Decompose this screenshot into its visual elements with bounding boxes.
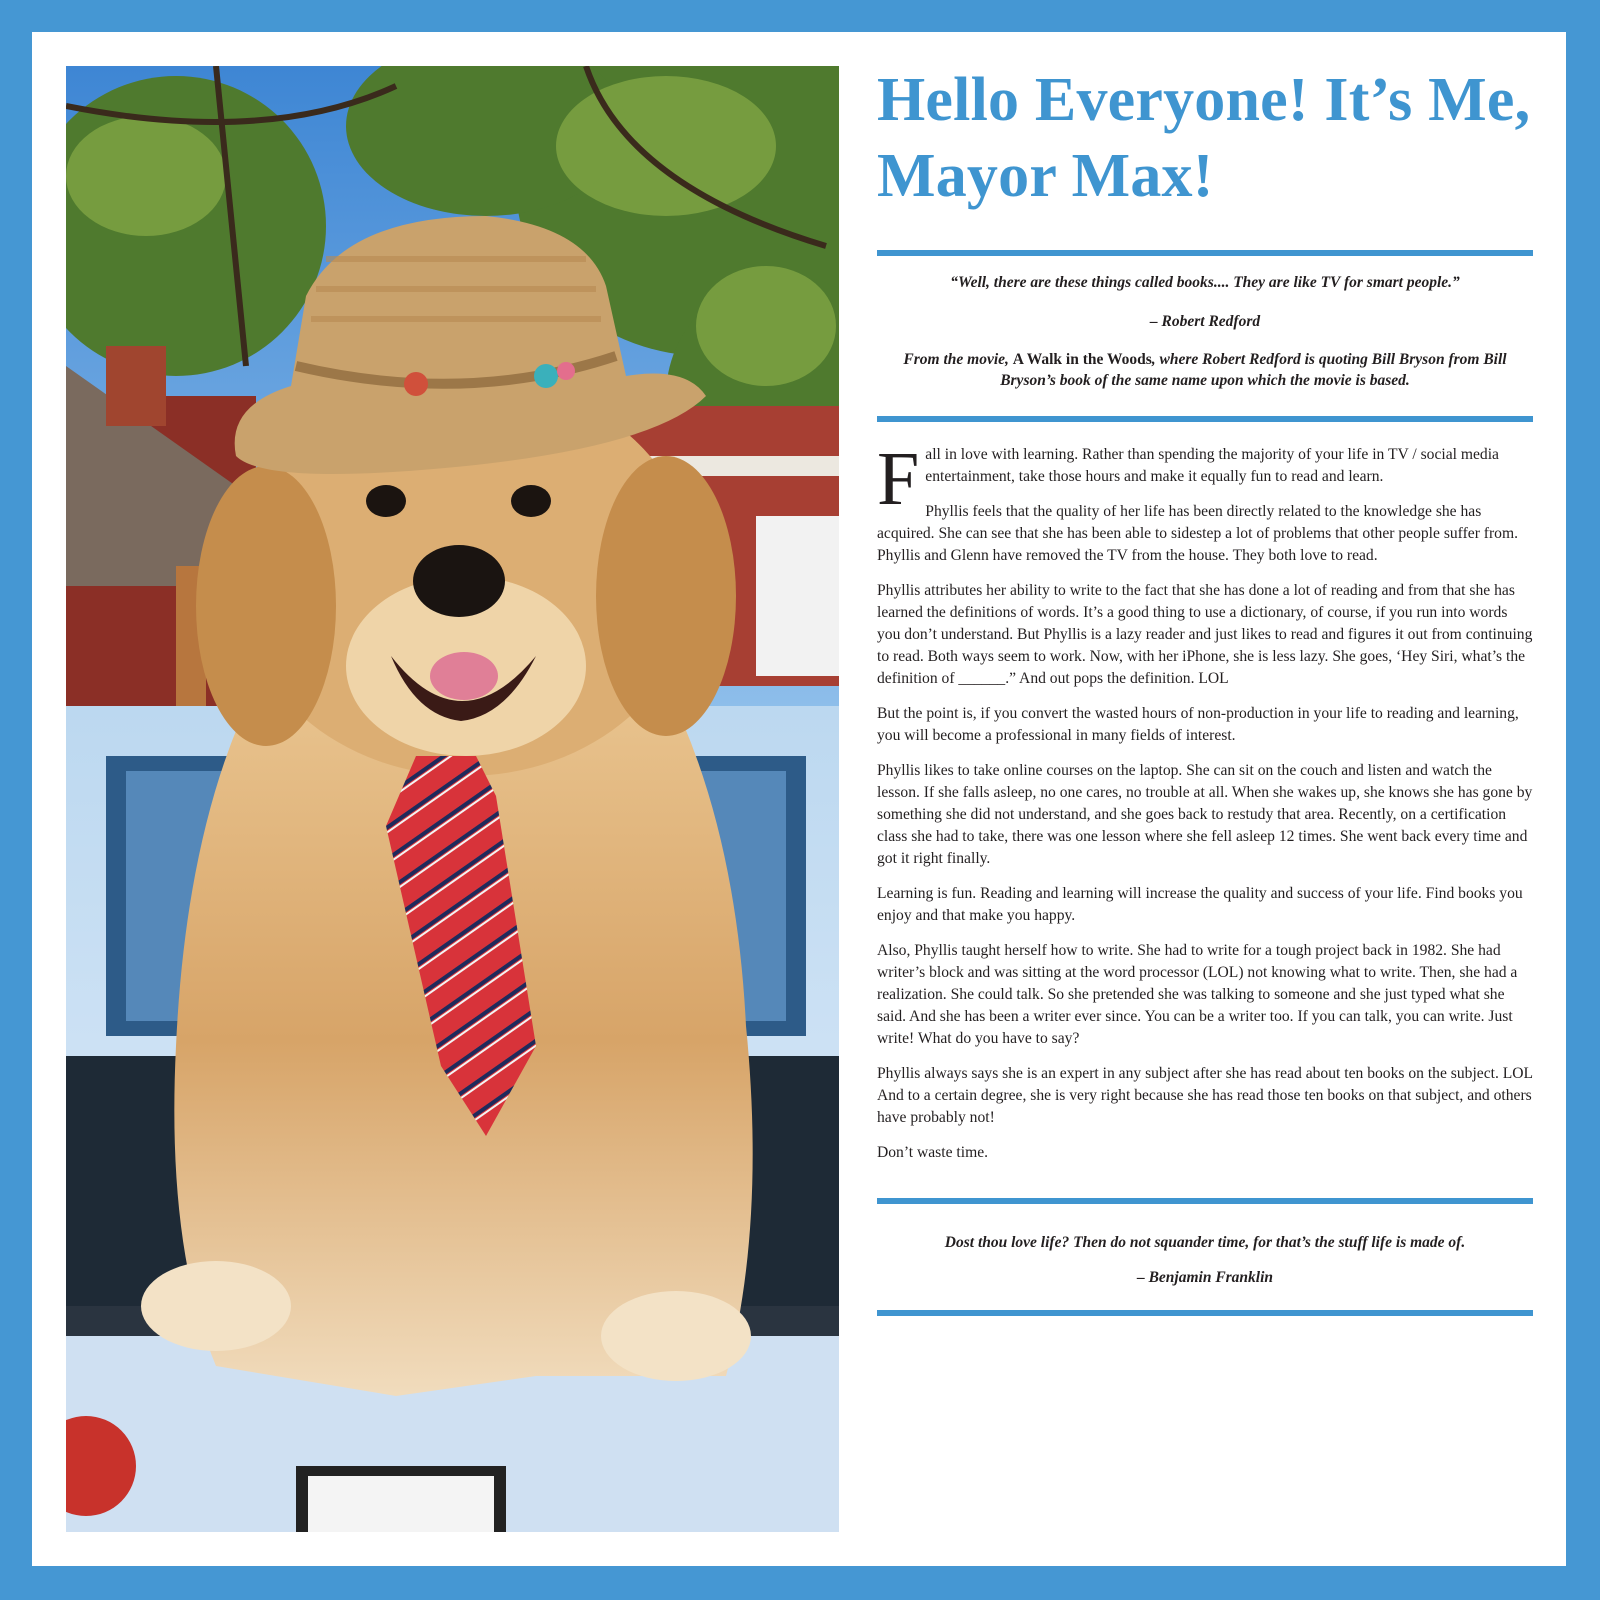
body-paragraph: Phyllis attributes her ability to write to the fact that she has done a lot of reading and from that she has learned the definitions of words. It’s a good thing to use a dictionary, of course, if you run into words you don’t understand. But Phyllis is a lazy reader and just likes to read and figures it out from continuing to read. Both ways seem to work. Now, with her iPhone, she is less lazy. She goes, ‘Hey Siri, what’s the definition of ______.” And out pops the definition. LOL	[877, 582, 1533, 687]
article-column	[877, 62, 1533, 1316]
body-paragraph: Phyllis likes to take online courses on the laptop. She can sit on the couch and listen and watch the lesson. If she falls asleep, no one cares, no trouble at all. When she wakes up, she knows she has gone by something she did not understand, and she goes back to restudy that area. Recently, on a certification class she had to take, there was one lesson where she fell asleep 12 times. She went back every time and got it right finally.	[877, 762, 1533, 867]
bottom-quote-author: – Benjamin Franklin	[1136, 1269, 1274, 1286]
article-body	[877, 437, 1533, 1164]
dog-photo	[66, 66, 839, 1532]
top-quote-text: “Well, there are these things called books.... They are like TV for smart people.”	[950, 274, 1460, 291]
page-title: Hello Everyone! It’s Me, Mayor Max!	[877, 66, 1531, 210]
body-paragraph: Phyllis feels that the quality of her life has been directly related to the knowledge she has acquired. She can see that she has been able to sidestep a lot of problems that other people suffer from. Phyllis and Glenn have removed the TV from the house. They both love to read.	[877, 503, 1519, 564]
body-paragraph: Fall in love with learning. Rather than spending the majority of your life in TV / social media entertainment, take those hours and make it equally fun to read and learn.	[877, 437, 1499, 521]
body-paragraph: Learning is fun. Reading and learning will increase the quality and success of your life. Find books you enjoy and that make you happy.	[877, 885, 1523, 924]
top-quote-context: From the movie, A Walk in the Woods, where Robert Redford is quoting Bill Bryson from Bill Bryson’s book of the same name upon which the movie is based.	[903, 351, 1507, 389]
top-quote-block	[877, 272, 1533, 391]
body-paragraph: Phyllis always says she is an expert in any subject after she has read about ten books on the subject. LOL And to a certain degree, she is very right because she has read those ten books on that subject, and others have probably not!	[877, 1065, 1533, 1126]
movie-title: A Walk in the Woods	[1012, 351, 1152, 368]
divider-rule	[877, 250, 1533, 256]
divider-rule	[877, 1310, 1533, 1316]
bottom-quote-text: Dost thou love life? Then do not squander time, for that’s the stuff life is made of.	[944, 1234, 1466, 1251]
drop-cap: F	[877, 437, 920, 521]
divider-rule	[877, 416, 1533, 422]
body-paragraph: But the point is, if you convert the wasted hours of non-production in your life to reading and learning, you will become a professional in many fields of interest.	[877, 705, 1519, 744]
bottom-quote-block	[877, 1232, 1533, 1288]
top-quote-author: – Robert Redford	[1149, 313, 1261, 330]
divider-rule	[877, 1198, 1533, 1204]
page	[32, 32, 1566, 1566]
body-paragraph: Don’t waste time.	[877, 1144, 989, 1161]
body-paragraph: Also, Phyllis taught herself how to write. She had to write for a tough project back in 1982. She had writer’s block and was sitting at the word processor (LOL) not knowing what to write. Then, she had a realization. She could talk. So she pretended she was talking to someone and she just typed what she said. And she has been a writer ever since. You can be a writer too. If you can talk, you can write. Just write! What do you have to say?	[877, 942, 1518, 1047]
